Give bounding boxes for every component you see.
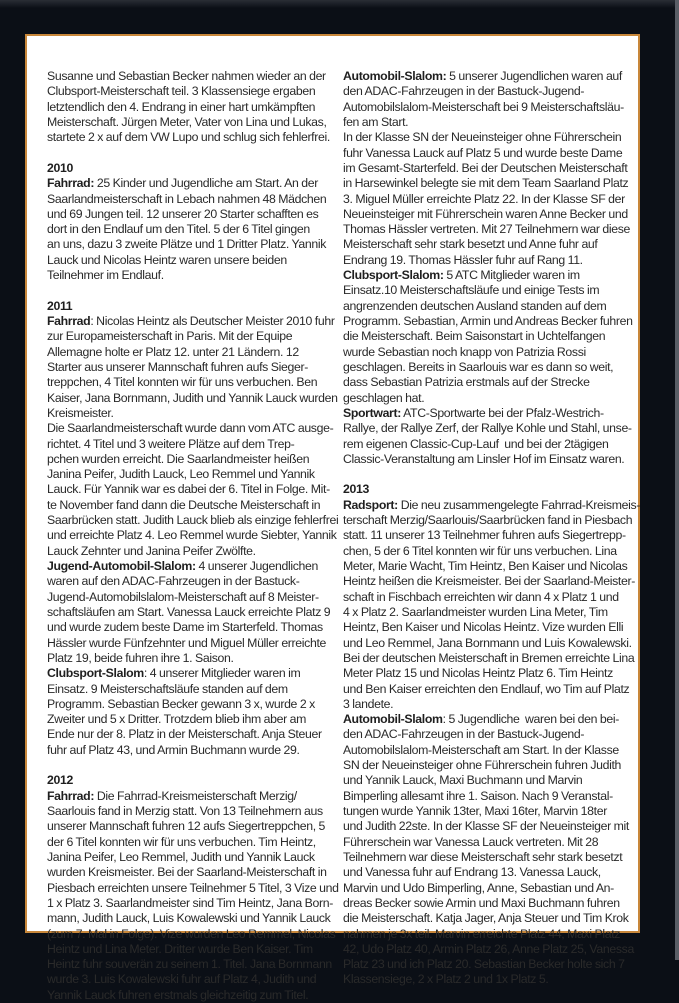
- paragraph: [47, 176, 339, 283]
- text-line: [47, 467, 339, 482]
- text-line: [47, 972, 339, 987]
- line-text: die Meisterschaft. Katja Jager, Anja Steuer und Tim Krok: [343, 911, 629, 926]
- text-line: [47, 881, 339, 896]
- line-text: Janina Peifer, Judith Lauck, Leo Remmel und Yannik: [47, 467, 315, 482]
- line-text: letztendlich den 4. Endrang in einer hart umkämpften: [47, 99, 316, 114]
- line-text: Bei der deutschen Meisterschaft in Bremen erreichte Lina: [343, 650, 635, 665]
- line-text: wurden Kreismeister. Bei der Saarland-Meisterschaft in: [47, 865, 327, 880]
- text-line: [343, 452, 635, 467]
- text-line: [47, 927, 339, 942]
- line-text: waren auf den ADAC-Fahrzeugen in der Bastuck-: [47, 574, 300, 589]
- line-text: Lauck Zehnter und Janina Peifer Zwölfte.: [47, 543, 256, 558]
- line-text: Saarbrücken statt. Judith Lauck blieb als einzige fehlerfrei: [47, 513, 339, 528]
- line-text: In der Klasse SN der Neueinsteiger ohne Führerschein: [343, 130, 622, 145]
- line-text: pchen wurden erreicht. Die Saarlandmeister heißen: [47, 451, 310, 466]
- text-line: [47, 697, 339, 712]
- line-text: terschaft Merzig/Saarlouis/Saarbrücken fand in Piesbach: [343, 513, 633, 528]
- line-text: und Judith 22ste. In der Klasse SF der Neueinsteiger mit: [343, 819, 629, 834]
- line-text: Einsatz.10 Meisterschaftsläufe und einige Tests im: [343, 283, 600, 298]
- text-line: [47, 651, 339, 666]
- line-text: chen, 5 der 6 Titel konnten wir für uns verbuchen. Lina: [343, 543, 617, 558]
- line-text: mann, Judith Lauck, Luis Kowalewski und Yannik Lauck: [47, 911, 331, 926]
- line-text: im Gesamt-Starterfeld. Bei der Deutschen Meisterschaft: [343, 160, 628, 175]
- line-text: 42, Udo Platz 40, Armin Platz 26, Anne Platz 25, Vanessa: [343, 941, 634, 956]
- line-text: dort in den Endlauf um den Titel. 5 der 6 Titel gingen: [47, 222, 310, 237]
- paragraph: [47, 314, 339, 758]
- text-line: [47, 743, 339, 758]
- year-heading: 2011: [47, 298, 73, 313]
- text-line: [343, 497, 641, 513]
- text-line: [343, 758, 635, 773]
- text-line: [47, 100, 339, 115]
- paragraph: [343, 69, 635, 467]
- line-text: Saarlandmeisterschaft in Lebach nahmen 48 Mädchen: [47, 191, 327, 206]
- line-text: und 69 Jungen teil. 12 unserer 20 Starter schafften es: [47, 206, 319, 221]
- line-text: ATC-Sportwarte bei der Pfalz-Westrich-: [401, 405, 604, 420]
- line-text: Meisterschaft sehr stark besetzt und Anne fuhr auf: [343, 237, 598, 252]
- line-text: Thomas Hässler vertreten. Mit 27 Teilnehmern war diese: [343, 222, 631, 237]
- text-line: [343, 161, 635, 176]
- text-line: [343, 881, 635, 896]
- line-text: Die neu zusammengelegte Fahrrad-Kreismeis-: [397, 497, 641, 512]
- text-line: [343, 911, 635, 926]
- text-line: [343, 207, 635, 222]
- text-line: [47, 84, 339, 99]
- paragraph-gap: [47, 758, 339, 773]
- text-line: [343, 590, 635, 605]
- text-line: [343, 559, 635, 574]
- line-text: (zum 7. Mal in Folge). Vize wurden Leo Remmel, Nicolas: [47, 926, 336, 941]
- text-line: [47, 375, 339, 390]
- line-text: Meter, Marie Wacht, Tim Heintz, Ben Kaiser und Nicolas: [343, 559, 628, 573]
- line-text: 5 ATC Mitglieder waren im: [443, 268, 580, 283]
- text-line: [343, 865, 635, 880]
- text-line: [343, 927, 635, 942]
- line-text: Kreismeister.: [47, 405, 114, 420]
- line-text: und erreichte Platz 4. Leo Remmel wurde Siebter, Yannik: [47, 528, 337, 543]
- text-line: [47, 360, 339, 375]
- line-text: Neueinsteiger mit Führerschein waren Anne Becker und: [343, 206, 628, 221]
- line-text: zur Europameisterschaft in Paris. Mit der Equipe: [47, 329, 293, 344]
- line-text: schaftsläufen am Start. Vanessa Lauck erreichte Platz 9: [47, 604, 331, 619]
- text-line: [343, 544, 635, 559]
- section-label: Clubsport-Slalom:: [343, 268, 444, 283]
- line-text: Klassensiege, 2 x Platz 2 und 1x Platz 5.: [343, 972, 549, 987]
- line-text: die Meisterschaft. Beim Saisonstart in Uchtelfangen: [343, 329, 606, 344]
- text-line: [47, 957, 339, 972]
- text-line: [47, 804, 339, 819]
- section-label: Automobil-Slalom:: [343, 69, 447, 83]
- line-text: unserer Mannschaft fuhren 12 aufs Siegertreppchen, 5: [47, 819, 326, 834]
- text-line: [47, 574, 339, 589]
- line-text: der 6 Titel konnten wir für uns verbuchen. Tim Heintz,: [47, 834, 316, 849]
- text-line: [47, 237, 339, 252]
- text-line: [343, 375, 635, 390]
- text-line: [47, 513, 339, 528]
- text-line: [343, 253, 635, 268]
- paragraph: [47, 69, 339, 146]
- line-text: fuhr Vanessa Lauck auf Platz 5 und wurde beste Dame: [343, 145, 623, 160]
- line-text: statt. 11 unserer 13 Teilnehmer fuhren aufs Siegertrepp-: [343, 528, 626, 543]
- text-line: [47, 819, 339, 834]
- line-text: Clubsport-Meisterschaft teil. 3 Klassensiege ergaben: [47, 84, 316, 99]
- section-label: Jugend-Automobil-Slalom:: [47, 559, 196, 573]
- line-text: dass Sebastian Patrizia erstmals auf der Strecke: [343, 375, 590, 390]
- line-text: Führerschein war Vanessa Lauck vertreten. Mit 28: [343, 834, 599, 849]
- text-line: [343, 345, 635, 360]
- text-line: [343, 513, 635, 528]
- text-line: [343, 329, 635, 344]
- line-text: Zweiter und 5 x Dritter. Trotzdem blieb ihm aber am: [47, 712, 306, 727]
- text-line: [47, 865, 339, 880]
- line-text: Heintz, Ben Kaiser und Nicolas Heintz. Vize wurden Elli: [343, 620, 624, 635]
- text-line: [343, 360, 635, 375]
- text-line: [47, 896, 339, 911]
- line-text: Susanne und Sebastian Becker nahmen wieder an der: [47, 69, 326, 83]
- line-text: : 5 Jugendliche waren bei den bei-: [442, 712, 619, 727]
- line-text: : 4 unserer Mitglieder waren im: [143, 666, 301, 681]
- line-text: Hässler wurde Fünfzehnter und Miguel Müller erreichte: [47, 635, 327, 650]
- text-line: [343, 850, 635, 865]
- section-label: Clubsport-Slalom: [47, 666, 144, 681]
- line-text: te November fand dann die Deutsche Meisterschaft in: [47, 497, 321, 512]
- text-line: [47, 498, 339, 513]
- line-text: wurde Sebastian noch knapp von Patrizia Rossi: [343, 344, 586, 359]
- line-text: Jugend-Automobilslalom-Meisterschaft auf 8 Meister-: [47, 589, 319, 604]
- text-line: [47, 437, 339, 452]
- text-line: [343, 222, 635, 237]
- text-line: [343, 130, 635, 145]
- line-text: 1 x Platz 3. Saarlandmeister sind Tim Heintz, Jana Born-: [47, 895, 333, 910]
- line-text: an uns, dazu 3 zweite Plätze und 1 Dritter Platz. Yannik: [47, 237, 327, 252]
- paragraph-gap: [343, 467, 635, 482]
- text-line: [343, 636, 635, 651]
- year-heading: 2012: [47, 773, 73, 788]
- text-line: [343, 957, 635, 972]
- line-text: dreas Becker sowie Armin und Maxi Buchmann fuhren: [343, 895, 620, 910]
- text-line: [47, 712, 339, 727]
- line-text: tungen wurde Yannik 13ter, Maxi 16ter, Marvin 18ter: [343, 804, 607, 818]
- text-line: [47, 406, 339, 421]
- line-text: treppchen, 4 Titel konnten wir für uns verbuchen. Ben: [47, 375, 318, 390]
- text-line: [47, 911, 339, 926]
- text-line: [343, 314, 635, 329]
- line-text: Janina Peifer, Leo Remmel, Judith und Yannik Lauck: [47, 849, 315, 864]
- text-line: [47, 222, 339, 237]
- text-line: [47, 452, 339, 467]
- content-panel: [25, 34, 641, 1002]
- text-line: [343, 192, 635, 207]
- text-line: [343, 391, 635, 406]
- line-text: Classic-Veranstaltung am Linsler Hof im Einsatz waren.: [343, 451, 625, 466]
- line-text: rem eigenen Classic-Cup-Lauf und bei der 2tägigen: [343, 436, 609, 451]
- line-text: richtet. 4 Titel und 3 weitere Plätze auf dem Trep-: [47, 436, 295, 451]
- section-label: Fahrrad: [47, 314, 91, 328]
- text-line: [343, 100, 635, 115]
- text-line: [343, 605, 635, 620]
- text-line: [47, 253, 339, 268]
- text-line: [343, 268, 635, 283]
- text-line: [47, 666, 339, 681]
- line-text: und Yannik Lauck, Maxi Buchmann und Marvin: [343, 773, 583, 788]
- text-line: [343, 712, 635, 727]
- text-line: [343, 115, 635, 130]
- text-line: [343, 299, 635, 314]
- text-line: [343, 804, 635, 819]
- text-line: [47, 942, 339, 957]
- text-line: [47, 207, 339, 222]
- text-line: [343, 620, 635, 635]
- line-text: Meter Platz 15 und Nicolas Heintz Platz 6. Tim Heintz: [343, 666, 613, 681]
- line-text: Saarlouis fand in Merzig statt. Von 13 Teilnehmern aus: [47, 804, 323, 818]
- line-text: 5 unserer Jugendlichen waren auf: [446, 69, 622, 83]
- line-text: Heintz und Lina Meter. Dritter wurde Ben Kaiser. Tim: [47, 941, 313, 956]
- year-heading: 2010: [47, 160, 73, 175]
- line-text: den ADAC-Fahrzeugen in der Bastuck-Jugend-: [343, 727, 585, 742]
- text-line: [343, 942, 635, 957]
- line-text: Lauck und Nicolas Heintz waren unsere beiden: [47, 252, 287, 267]
- line-text: Platz 23 und ich Platz 20. Sebastian Becker holte sich 7: [343, 957, 625, 972]
- text-line: [47, 130, 339, 145]
- line-text: Endrang 19. Thomas Hässler fuhr auf Rang 11.: [343, 252, 583, 267]
- line-text: geschlagen hat.: [343, 390, 425, 405]
- section-label: Fahrrad:: [47, 176, 95, 191]
- line-text: Yannik Lauck fuhren erstmals gleichzeitig zum Titel.: [47, 987, 309, 1002]
- line-text: schaft in Fischbach erreichten wir dann 4 x Platz 1 und: [343, 589, 619, 604]
- section-label: Sportwart:: [343, 405, 401, 420]
- text-line: [343, 743, 635, 758]
- text-line: [47, 391, 339, 406]
- text-line: [343, 528, 635, 543]
- line-text: 4 x Platz 2. Saarlandmeister wurden Lina Meter, Tim: [343, 604, 608, 619]
- paragraph-gap: [47, 283, 339, 298]
- line-text: fen am Start.: [343, 114, 409, 129]
- line-text: Teilnehmern war diese Meisterschaft sehr stark besetzt: [343, 849, 623, 864]
- line-text: Die Saarlandmeisterschaft wurde dann vom ATC ausge-: [47, 421, 334, 436]
- line-text: Automobilslalom-Meisterschaft bei 9 Meisterschaftsläu-: [343, 99, 624, 114]
- line-text: Allemagne holte er Platz 12. unter 21 Ländern. 12: [47, 344, 299, 359]
- line-text: und Ben Kaiser erreichten den Endlauf, wo Tim auf Platz: [343, 681, 630, 696]
- text-line: [343, 972, 635, 987]
- text-line: [343, 406, 635, 421]
- text-line: [47, 727, 339, 742]
- line-text: in Harsewinkel belegte sie mit dem Team Saarland Platz: [343, 176, 629, 191]
- line-text: und wurde zudem beste Dame im Starterfeld. Thomas: [47, 620, 323, 635]
- text-line: [343, 651, 635, 666]
- line-text: Piesbach erreichten unsere Teilnehmer 5 Titel, 3 Vize und: [47, 880, 339, 895]
- line-text: Bimperling allesamt ihre 1. Saison. Nach 9 Veranstal-: [343, 788, 613, 803]
- section-label: Fahrrad:: [47, 788, 95, 803]
- line-text: und Leo Remmel, Jana Bornmann und Luis Kowalewski.: [343, 635, 632, 650]
- text-line: [343, 697, 635, 712]
- text-line: [47, 789, 339, 804]
- text-line: [343, 283, 635, 298]
- year-heading: 2013: [343, 482, 369, 497]
- section-label: Automobil-Slalom: [343, 712, 443, 727]
- line-text: fuhr auf Platz 43, und Armin Buchmann wurde 29.: [47, 742, 300, 757]
- text-line: [343, 666, 635, 681]
- text-line: [343, 727, 635, 742]
- text-line: [47, 115, 339, 130]
- line-text: Rallye, der Rallye Zerf, der Rallye Kohle und Stahl, unse-: [343, 421, 632, 436]
- line-text: Starter aus unserer Mannschaft fuhren aufs Sieger-: [47, 359, 308, 374]
- page-background-top: [0, 0, 679, 8]
- line-text: 3. Miguel Müller erreichte Platz 22. In der Klasse SF der: [343, 191, 625, 206]
- line-text: startete 2 x auf dem VW Lupo und schlug sich fehlerfrei.: [47, 130, 330, 145]
- line-text: Heintz fuhr souverän zu seinem 1. Titel. Jana Bornmann: [47, 957, 332, 972]
- text-line: [343, 176, 635, 191]
- text-line: [343, 84, 635, 99]
- text-line: [343, 421, 635, 436]
- text-line: [47, 590, 339, 605]
- text-line: [47, 69, 339, 84]
- line-text: den ADAC-Fahrzeugen in der Bastuck-Jugend-: [343, 84, 585, 99]
- line-text: : Nicolas Heintz als Deutscher Meister 2010 fuhr: [90, 314, 335, 328]
- line-text: Ende nur der 8. Platz in der Meisterschaft. Anja Steuer: [47, 727, 322, 742]
- text-line: [343, 69, 635, 84]
- line-text: Teilnehmer im Endlauf.: [47, 268, 164, 283]
- text-line: [47, 544, 339, 559]
- text-line: [47, 850, 339, 865]
- right-column: [343, 69, 641, 988]
- line-text: Automobilslalom-Meisterschaft am Start. In der Klasse: [343, 742, 619, 757]
- line-text: Die Fahrrad-Kreismeisterschaft Merzig/: [94, 788, 297, 803]
- text-line: [343, 682, 635, 697]
- text-line: [47, 482, 339, 497]
- line-text: Marvin und Udo Bimperling, Anne, Sebastian und An-: [343, 880, 614, 895]
- text-line: [343, 146, 635, 161]
- text-line: [47, 682, 339, 697]
- text-line: [343, 835, 635, 850]
- text-line: [343, 237, 635, 252]
- line-text: Heintz heißen die Kreismeister. Bei der Saarland-Meister-: [343, 574, 635, 589]
- line-text: 3 landete.: [343, 696, 394, 711]
- line-text: Kaiser, Jana Bornmann, Judith und Yannik Lauck wurden: [47, 390, 338, 405]
- text-line: [47, 345, 339, 360]
- line-text: Einsatz. 9 Meisterschaftsläufe standen auf dem: [47, 681, 288, 696]
- line-text: und Vanessa fuhr auf Endrang 13. Vanessa Lauck,: [343, 865, 601, 880]
- text-line: [47, 176, 339, 191]
- section-label: Radsport:: [343, 497, 398, 512]
- text-line: [47, 421, 339, 436]
- paragraph-gap: [47, 146, 339, 161]
- line-text: angrenzenden deutschen Ausland standen auf dem: [343, 298, 607, 313]
- line-text: Programm. Sebastian Becker gewann 3 x, wurde 2 x: [47, 696, 315, 711]
- text-line: [47, 636, 339, 651]
- text-line: [47, 268, 339, 283]
- line-text: Platz 19, beide fuhren ihre 1. Saison.: [47, 650, 234, 665]
- line-text: wurde 3. Luis Kowalewski fuhr auf Platz 4, Judith und: [47, 972, 317, 987]
- line-text: 25 Kinder und Jugendliche am Start. An der: [94, 176, 318, 191]
- text-line: [343, 773, 635, 788]
- text-line: [47, 620, 339, 635]
- text-line: [343, 819, 635, 834]
- text-line: [47, 605, 339, 620]
- paragraph: [47, 789, 339, 1003]
- line-text: Meisterschaft. Jürgen Meter, Vater von Lina und Lukas,: [47, 114, 327, 129]
- left-column: [47, 69, 339, 1003]
- text-line: [47, 559, 339, 574]
- line-text: geschlagen. Bereits in Saarlouis war es dann so weit,: [343, 359, 614, 374]
- text-line: [343, 896, 635, 911]
- text-line: [47, 192, 339, 207]
- line-text: nahmen je 3x teil. Marvin erreichte Platz 44, Maxi Platz: [343, 926, 621, 941]
- paragraph: [343, 497, 641, 988]
- text-line: [47, 329, 339, 344]
- text-line: [47, 314, 339, 329]
- page-edge: [675, 0, 679, 960]
- line-text: SN der Neueinsteiger ohne Führerschein fuhren Judith: [343, 758, 622, 773]
- text-line: [47, 528, 339, 543]
- line-text: Programm. Sebastian, Armin und Andreas Becker fuhren: [343, 314, 633, 328]
- text-line: [47, 835, 339, 850]
- text-line: [343, 574, 635, 589]
- text-line: [343, 789, 635, 804]
- text-line: [343, 437, 635, 452]
- line-text: Lauck. Für Yannik war es dabei der 6. Titel in Folge. Mit-: [47, 482, 330, 497]
- text-line: [47, 988, 339, 1003]
- line-text: 4 unserer Jugendlichen: [195, 559, 319, 573]
